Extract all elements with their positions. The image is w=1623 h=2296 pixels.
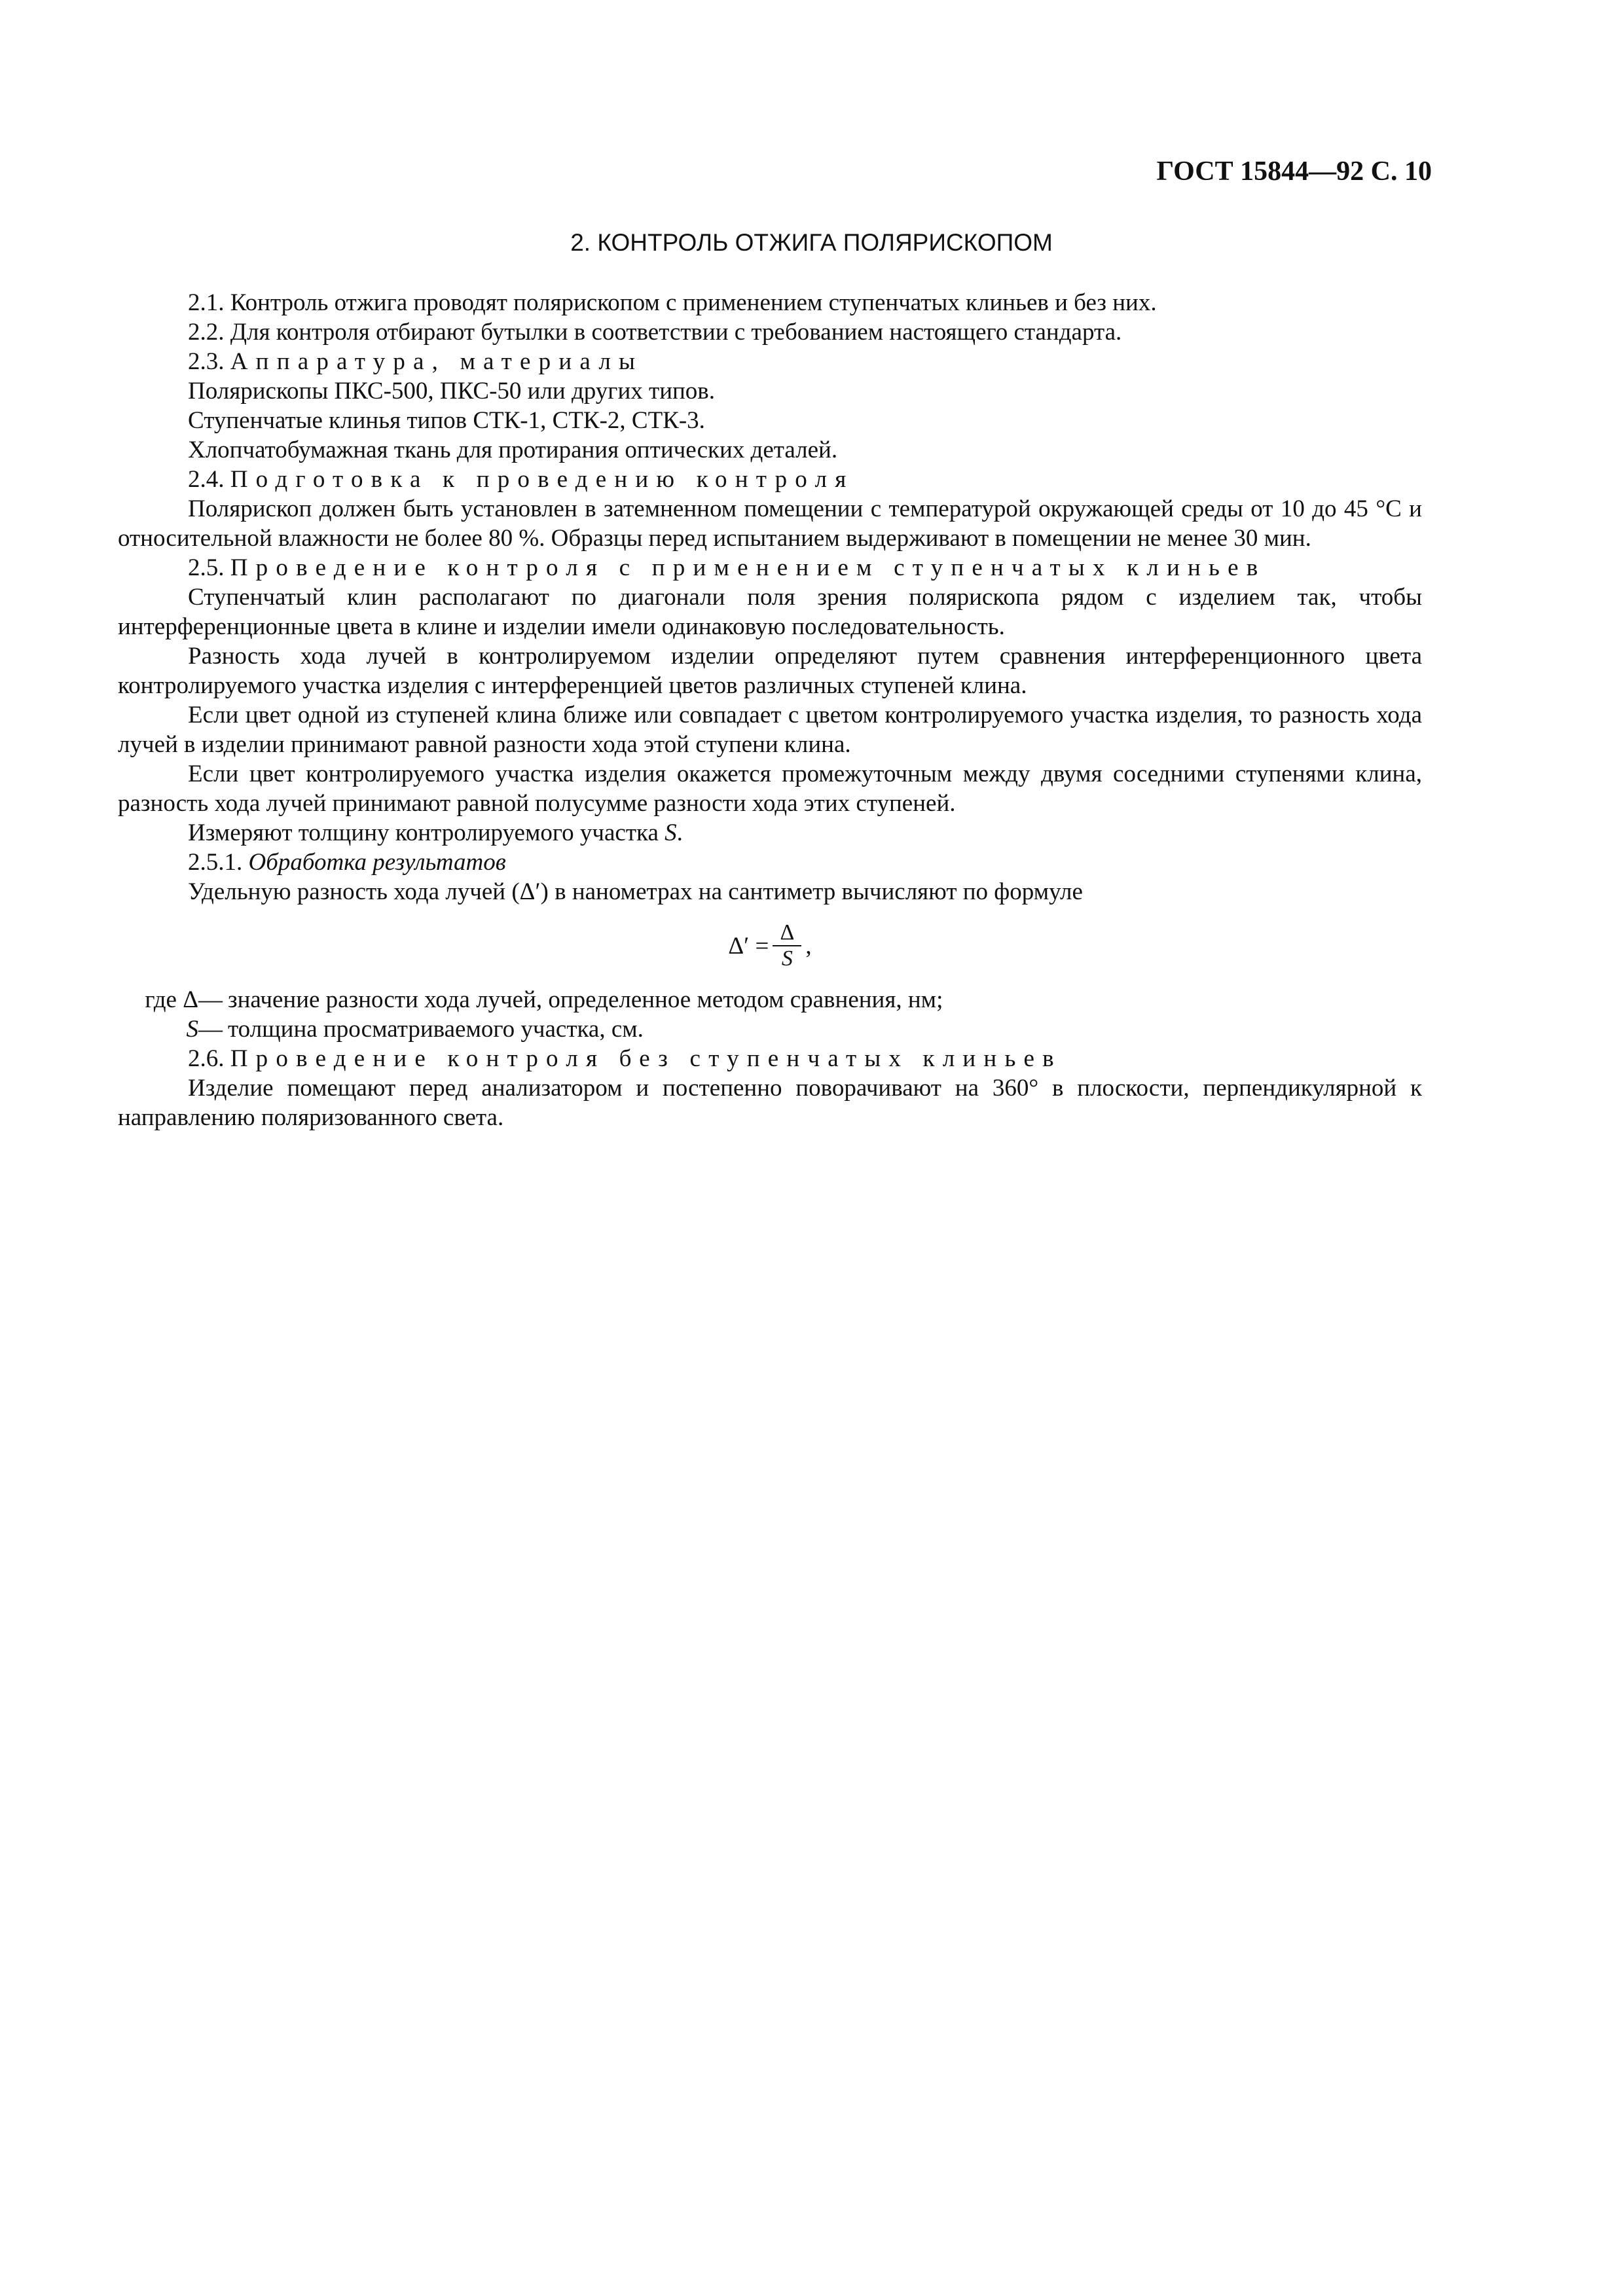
paragraph-2-5-text-5 bbox=[118, 818, 1422, 848]
formula-fraction bbox=[773, 920, 801, 971]
legend-lead bbox=[118, 1014, 228, 1044]
equipment-item-wedges: Ступенчатые клинья типов СТК-1, СТК-2, СТК-3. bbox=[188, 407, 705, 434]
section-title: 2. КОНТРОЛЬ ОТЖИГА ПОЛЯРИСКОПОМ bbox=[570, 229, 1053, 256]
paragraph-2-6-heading bbox=[118, 1044, 1422, 1073]
document-body bbox=[118, 288, 1422, 1132]
legend-text: толщина просматриваемого участка, см. bbox=[228, 1016, 644, 1043]
legend-dash: — bbox=[198, 986, 223, 1013]
clause-title: Проведение контроля без ступенчатых клиньев bbox=[230, 1045, 1062, 1072]
legend-row-s bbox=[118, 1014, 1422, 1044]
paragraph-2-5-1-heading bbox=[118, 848, 1422, 877]
clause-number: 2.5. bbox=[188, 554, 225, 581]
clause-number: 2.4. bbox=[188, 466, 225, 493]
clause-title: Проведение контроля с применением ступенчатых клиньев bbox=[230, 554, 1266, 581]
text-run: Измеряют толщину контролируемого участка bbox=[188, 819, 659, 846]
formula-tail: , bbox=[805, 932, 812, 960]
legend-where-word: где bbox=[145, 986, 177, 1013]
legend-dash: — bbox=[198, 1016, 223, 1043]
equipment-item-cloth: Хлопчатобумажная ткань для протирания оптических деталей. bbox=[188, 437, 838, 463]
legend-text: значение разности хода лучей, определенное методом сравнения, нм; bbox=[228, 986, 943, 1013]
paragraph-2-5-text-1: Ступенчатый клин располагают по диагонали поля зрения полярископа рядом с изделием так, чтобы интерференционные цвета в клине и изделии имели одинаковую последовательность. bbox=[118, 584, 1422, 640]
paragraph-2-3-heading bbox=[118, 347, 1422, 376]
paragraph-2-2: 2.2. Для контроля отбирают бутылки в соответствии с требованием настоящего стандарта. bbox=[188, 319, 1122, 346]
paragraph-2-5-heading bbox=[118, 553, 1422, 583]
formula-numerator: Δ bbox=[780, 920, 795, 944]
variable-s: S bbox=[665, 819, 677, 846]
paragraph-2-4-text: Полярископ должен быть установлен в затемненном помещении с температурой окружающей среды от 10 до 45 °С и относительной влажности не более 80 %. Образцы перед испытанием выдерживают в помещении не менее 30 мин. bbox=[118, 495, 1422, 552]
paragraph-2-5-1-text: Удельную разность хода лучей (Δ′) в нанометрах на сантиметр вычисляют по формуле bbox=[188, 878, 1083, 905]
paragraph-2-6-text: Изделие помещают перед анализатором и постепенно поворачивают на 360° в плоскости, перпендикулярной к направлению поляризованного света. bbox=[118, 1075, 1422, 1131]
formula bbox=[118, 906, 1422, 985]
paragraph-2-5-text-3: Если цвет одной из ступеней клина ближе или совпадает с цветом контролируемого участка изделия, то разность хода лучей в изделии принимают равной разности хода этой ступени клина. bbox=[118, 702, 1422, 758]
clause-title: Обработка результатов bbox=[248, 849, 506, 876]
document-code: ГОСТ 15844—92 С. 10 bbox=[1156, 156, 1432, 187]
formula-lhs: Δ′ = bbox=[728, 932, 769, 960]
legend-lead bbox=[118, 985, 228, 1014]
formula-denominator: S bbox=[781, 946, 793, 971]
clause-number: 2.5.1. bbox=[188, 849, 243, 876]
legend-symbol: S bbox=[186, 1016, 198, 1043]
clause-title: Подготовка к проведению контроля bbox=[230, 466, 854, 493]
paragraph-2-1: 2.1. Контроль отжига проводят полярископом с применением ступенчатых клиньев и без них. bbox=[188, 289, 1157, 316]
clause-number: 2.6. bbox=[188, 1045, 225, 1072]
clause-number: 2.3. bbox=[188, 348, 225, 375]
clause-title: Аппаратура, материалы bbox=[230, 348, 644, 375]
paragraph-2-5-text-4: Если цвет контролируемого участка изделия окажется промежуточным между двумя соседними ступенями клина, разность хода лучей принимают равной полусумме разности хода этих ступеней. bbox=[118, 761, 1422, 817]
legend-symbol: Δ bbox=[183, 986, 198, 1013]
paragraph-2-5-text-2: Разность хода лучей в контролируемом изделии определяют путем сравнения интерференционного цвета контролируемого участка изделия с интерференцией цветов различных ступеней клина. bbox=[118, 643, 1422, 699]
text-run: . bbox=[676, 819, 683, 846]
legend-row-delta bbox=[118, 985, 1422, 1014]
equipment-item-polariscopes: Полярископы ПКС-500, ПКС-50 или других типов. bbox=[188, 378, 716, 404]
paragraph-2-4-heading bbox=[118, 465, 1422, 494]
